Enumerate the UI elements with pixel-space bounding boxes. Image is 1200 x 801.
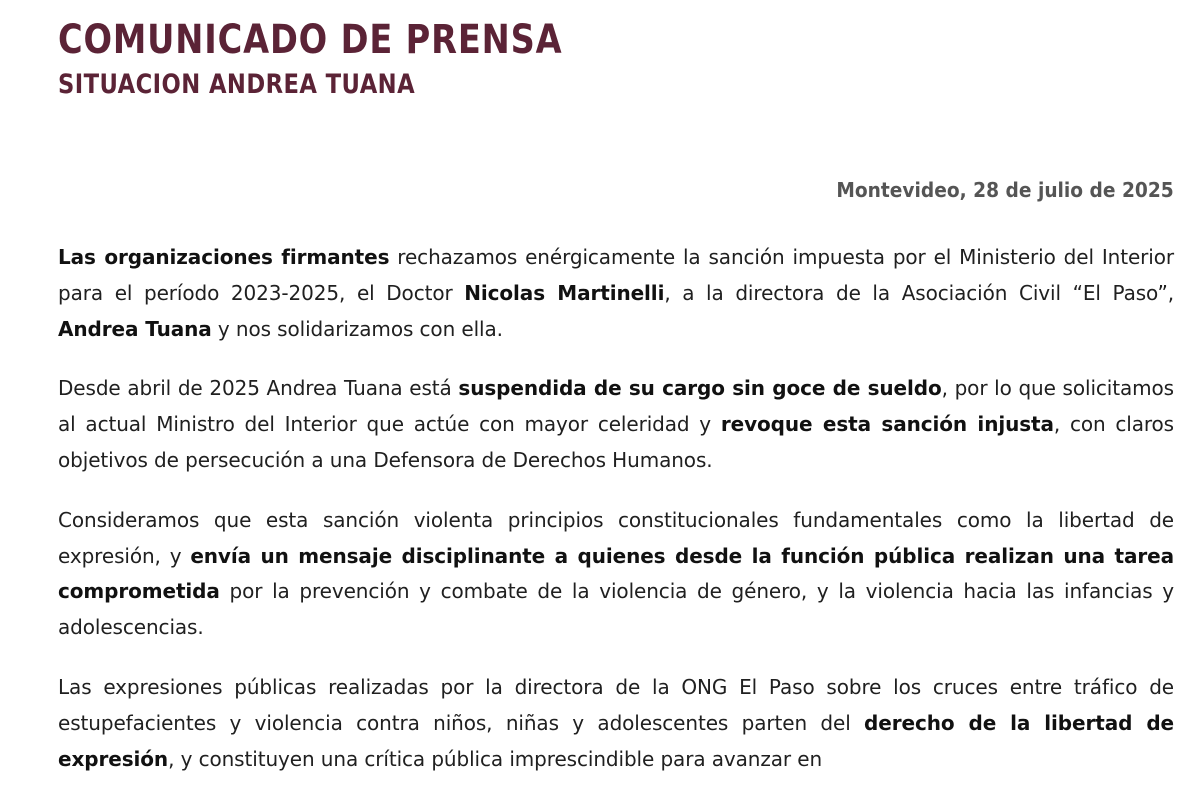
paragraph-1-segment: , a la directora de la Asociación Civil “El Paso”,	[664, 280, 1174, 305]
paragraph-2-segment: Desde abril de 2025 Andrea Tuana está	[58, 376, 459, 401]
paragraph-3	[58, 503, 1174, 646]
document-header	[58, 14, 659, 102]
paragraph-4-segment: , y constituyen una crítica pública imprescindible para avanzar en	[168, 746, 823, 771]
document-subtitle: SITUACION ANDREA TUANA	[58, 69, 416, 100]
paragraph-1	[58, 240, 1174, 347]
paragraph-3-segment: envía un mensaje disciplinante a quienes desde la función pública realizan una tarea comprometida	[58, 543, 1174, 604]
paragraph-4-segment: Las expresiones públicas realizadas por la directora de la ONG El Paso sobre los cruces entre tráfico de estupefacientes y violencia contra niños, niñas y adolescentes parten del	[58, 674, 1174, 735]
document-body	[58, 240, 1174, 801]
paragraph-2	[58, 371, 1174, 478]
paragraph-3-segment: por la prevención y combate de la violencia de género, y la violencia hacia las infancias y adolescencias.	[58, 579, 1174, 640]
paragraph-4-segment: derecho de la libertad de expresión	[58, 710, 1174, 771]
paragraph-1-segment: Nicolas Martinelli	[464, 280, 665, 305]
document-date: Montevideo, 28 de julio de 2025	[836, 178, 1174, 202]
paragraph-2-segment: , por lo que solicitamos al actual Ministro del Interior que actúe con mayor celeridad y	[58, 376, 1174, 437]
paragraph-2-segment: suspendida de su cargo sin goce de sueldo	[458, 376, 942, 401]
paragraph-3-segment: Consideramos que esta sanción violenta principios constitucionales fundamentales como la libertad de expresión, y	[58, 507, 1174, 568]
paragraph-4	[58, 670, 1174, 777]
paragraph-1-segment: rechazamos enérgicamente la sanción impuesta por el Ministerio del Interior para el período 2023-2025, el Doctor	[58, 245, 1174, 305]
paragraph-1-segment: y nos solidarizamos con ella.	[211, 316, 503, 341]
document-title: COMUNICADO DE PRENSA	[58, 17, 563, 63]
paragraph-1-segment: Andrea Tuana	[58, 316, 212, 341]
paragraph-2-segment: revoque esta sanción injusta	[720, 412, 1054, 437]
paragraph-2-segment: , con claros objetivos de persecución a una Defensora de Derechos Humanos.	[58, 412, 1175, 472]
paragraph-1-segment: Las organizaciones firmantes	[58, 245, 390, 269]
